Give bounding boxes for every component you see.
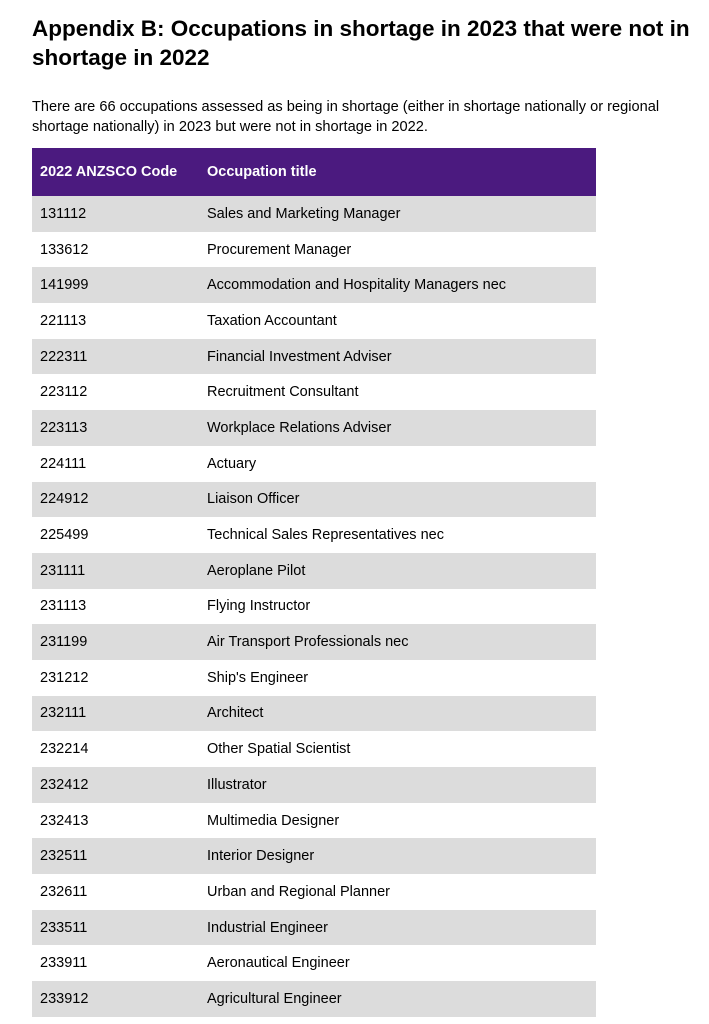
column-header-code: 2022 ANZSCO Code [40,164,178,180]
anzsco-code-cell: 233911 [40,955,88,972]
table-row [32,874,596,910]
anzsco-code-cell: 232412 [40,776,89,793]
table-body [32,196,596,1017]
table-row [32,838,596,874]
anzsco-code-cell: 232214 [40,741,89,758]
anzsco-code-cell: 223112 [40,384,88,401]
table-row [32,553,596,589]
occupation-title-cell: Accommodation and Hospitality Managers nec [207,277,507,294]
table-row [32,624,596,660]
anzsco-code-cell: 231111 [40,562,86,579]
table-row [32,696,596,732]
occupation-title-cell: Sales and Marketing Manager [207,205,401,222]
intro-paragraph: There are 66 occupations assessed as being in shortage (either in shortage nationally or regional shortage nationally) in 2023 but were not in shortage in 2022. [32,99,660,135]
occupation-title-cell: Industrial Engineer [207,919,328,936]
table-row [32,446,596,482]
occupation-title-cell: Aeronautical Engineer [207,955,350,972]
table-row [32,767,596,803]
occupation-title-cell: Technical Sales Representatives nec [207,527,444,544]
occupation-title-cell: Multimedia Designer [207,812,340,829]
occupation-title-cell: Architect [207,705,264,722]
occupation-title-cell: Liaison Officer [207,491,300,508]
occupation-title-cell: Illustrator [207,776,267,793]
occupation-title-cell: Agricultural Engineer [207,990,342,1007]
table-row [32,910,596,946]
table-row [32,410,596,446]
table-row [32,660,596,696]
table-row [32,731,596,767]
anzsco-code-cell: 225499 [40,527,89,544]
occupation-title-cell: Air Transport Professionals nec [207,634,409,651]
table-row [32,803,596,839]
anzsco-code-cell: 221113 [40,312,87,329]
anzsco-code-cell: 232413 [40,812,89,829]
occupation-title-cell: Recruitment Consultant [207,384,359,401]
table-row [32,517,596,553]
table-row [32,196,596,232]
occupation-title-cell: Interior Designer [207,848,315,865]
anzsco-code-cell: 224912 [40,491,89,508]
occupation-title-cell: Aeroplane Pilot [207,562,306,579]
occupation-title-cell: Taxation Accountant [207,312,337,329]
anzsco-code-cell: 232111 [40,705,87,722]
anzsco-code-cell: 131112 [40,205,87,222]
anzsco-code-cell: 133612 [40,241,89,258]
occupation-title-cell: Flying Instructor [207,598,311,615]
anzsco-code-cell: 224111 [40,455,87,472]
table-row [32,981,596,1017]
anzsco-code-cell: 232611 [40,883,88,900]
anzsco-code-cell: 222311 [40,348,88,365]
table-row [32,339,596,375]
table-row [32,482,596,518]
occupation-title-cell: Actuary [207,455,257,472]
table-row [32,589,596,625]
anzsco-code-cell: 233511 [40,919,88,936]
anzsco-code-cell: 141999 [40,277,89,294]
anzsco-code-cell: 223113 [40,419,88,436]
occupations-table [32,148,596,1017]
table-row [32,374,596,410]
occupation-title-cell: Ship's Engineer [207,669,309,686]
anzsco-code-cell: 231199 [40,634,88,651]
column-header-title: Occupation title [207,164,317,180]
occupation-title-cell: Procurement Manager [207,241,352,258]
anzsco-code-cell: 233912 [40,990,89,1007]
page-title: Appendix B: Occupations in shortage in 2023 that were not in shortage in 2022 [32,16,690,70]
occupation-title-cell: Financial Investment Adviser [207,348,392,365]
table-row [32,303,596,339]
table-row [32,945,596,981]
occupation-title-cell: Workplace Relations Adviser [207,419,392,436]
table-row [32,232,596,268]
occupation-title-cell: Urban and Regional Planner [207,883,390,900]
anzsco-code-cell: 232511 [40,848,88,865]
table-row [32,267,596,303]
anzsco-code-cell: 231113 [40,598,87,615]
anzsco-code-cell: 231212 [40,669,89,686]
occupation-title-cell: Other Spatial Scientist [207,741,351,758]
table-header-row [32,148,596,196]
